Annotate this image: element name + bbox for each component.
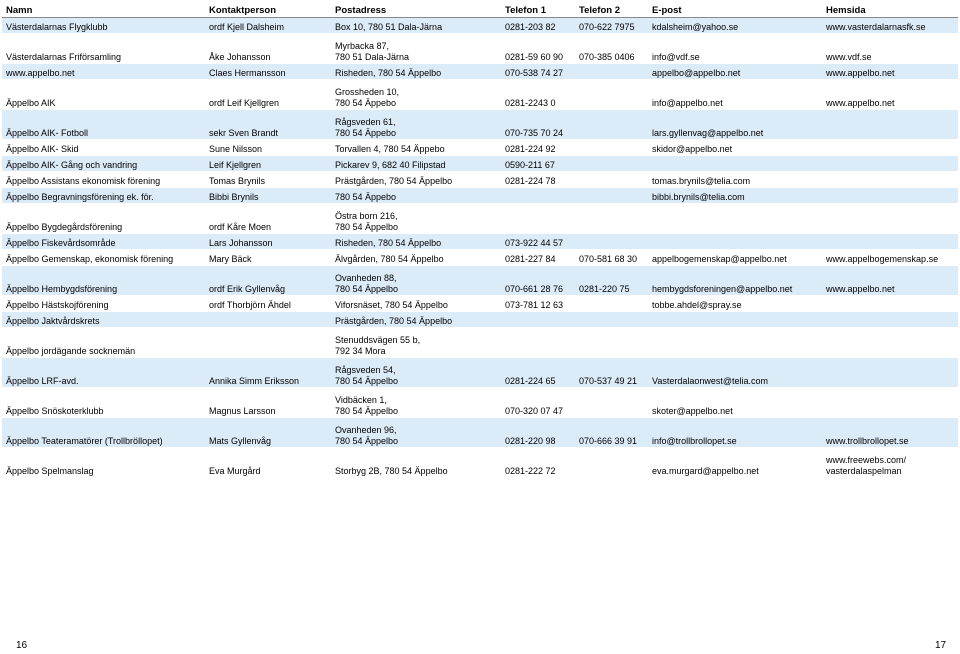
table-row (2, 358, 958, 388)
cell-email (648, 328, 822, 358)
cell-phone1: 070-320 07 47 (501, 388, 575, 418)
cell-website: www.freewebs.com/ vasterdalaspelman (822, 448, 958, 478)
cell-email: info@appelbo.net (648, 80, 822, 110)
table-row (2, 64, 958, 80)
cell-phone1 (501, 204, 575, 234)
cell-address: Pickarev 9, 682 40 Filipstad (331, 156, 501, 172)
table-row (2, 388, 958, 418)
cell-name: Västerdalarnas Friförsamling (2, 34, 205, 64)
cell-address: Risheden, 780 54 Äppelbo (331, 64, 501, 80)
cell-email: skidor@appelbo.net (648, 140, 822, 156)
cell-phone2 (575, 234, 648, 250)
cell-phone2: 070-385 0406 (575, 34, 648, 64)
cell-name: Äppelbo AIK- Gång och vandring (2, 156, 205, 172)
cell-website (822, 156, 958, 172)
cell-address: Prästgården, 780 54 Äppelbo (331, 312, 501, 328)
cell-address: Prästgården, 780 54 Äppelbo (331, 172, 501, 188)
cell-address: Myrbacka 87, 780 51 Dala-Järna (331, 34, 501, 64)
cell-name: Äppelbo AIK (2, 80, 205, 110)
cell-phone2: 070-666 39 91 (575, 418, 648, 448)
cell-phone1: 0281-222 72 (501, 448, 575, 478)
cell-phone1: 0590-211 67 (501, 156, 575, 172)
cell-contact: Mats Gyllenvåg (205, 418, 331, 448)
cell-phone2 (575, 296, 648, 312)
cell-address: Risheden, 780 54 Äppelbo (331, 234, 501, 250)
table-row (2, 34, 958, 64)
cell-phone2: 070-622 7975 (575, 18, 648, 34)
cell-website (822, 234, 958, 250)
header-website: Hemsida (822, 4, 958, 18)
cell-email (648, 234, 822, 250)
table-row (2, 448, 958, 478)
header-name: Namn (2, 4, 205, 18)
cell-contact: Eva Murgård (205, 448, 331, 478)
header-address: Postadress (331, 4, 501, 18)
contacts-table (2, 4, 958, 478)
cell-name: Äppelbo Snöskoterklubb (2, 388, 205, 418)
cell-phone1: 0281-227 84 (501, 250, 575, 266)
cell-email (648, 204, 822, 234)
cell-address: Rågsveden 54, 780 54 Äppelbo (331, 358, 501, 388)
cell-website (822, 172, 958, 188)
cell-email: info@trollbrollopet.se (648, 418, 822, 448)
cell-contact: Magnus Larsson (205, 388, 331, 418)
cell-website (822, 388, 958, 418)
cell-name: Västerdalarnas Flygklubb (2, 18, 205, 34)
cell-website (822, 296, 958, 312)
cell-website (822, 358, 958, 388)
cell-address: Viforsnäset, 780 54 Äppelbo (331, 296, 501, 312)
cell-email (648, 156, 822, 172)
cell-contact: sekr Sven Brandt (205, 110, 331, 140)
cell-address: Rågsveden 61, 780 54 Äppebo (331, 110, 501, 140)
cell-name: Äppelbo Spelmanslag (2, 448, 205, 478)
header-contact: Kontaktperson (205, 4, 331, 18)
table-body (2, 18, 958, 478)
cell-phone1 (501, 312, 575, 328)
table-row (2, 188, 958, 204)
cell-phone2 (575, 448, 648, 478)
cell-address: Storbyg 2B, 780 54 Äppelbo (331, 448, 501, 478)
cell-email: appelbogemenskap@appelbo.net (648, 250, 822, 266)
cell-phone2 (575, 204, 648, 234)
table-row (2, 18, 958, 34)
cell-phone2 (575, 140, 648, 156)
table-row (2, 172, 958, 188)
header-phone2: Telefon 2 (575, 4, 648, 18)
cell-website: www.appelbo.net (822, 266, 958, 296)
cell-name: Äppelbo Hästskojförening (2, 296, 205, 312)
cell-name: Äppelbo Fiskevårdsområde (2, 234, 205, 250)
cell-address: 780 54 Äppebo (331, 188, 501, 204)
cell-contact: Tomas Brynils (205, 172, 331, 188)
cell-name: Äppelbo Gemenskap, ekonomisk förening (2, 250, 205, 266)
header-email: E-post (648, 4, 822, 18)
cell-phone2 (575, 388, 648, 418)
cell-phone1: 070-538 74 27 (501, 64, 575, 80)
cell-website (822, 312, 958, 328)
cell-contact: ordf Thorbjörn Ähdel (205, 296, 331, 312)
cell-phone1: 070-735 70 24 (501, 110, 575, 140)
cell-phone1: 073-922 44 57 (501, 234, 575, 250)
table-row (2, 312, 958, 328)
cell-email: hembygdsforeningen@appelbo.net (648, 266, 822, 296)
cell-phone2: 0281-220 75 (575, 266, 648, 296)
table-row (2, 140, 958, 156)
cell-website: www.vasterdalarnasfk.se (822, 18, 958, 34)
cell-contact (205, 312, 331, 328)
cell-phone1: 0281-59 60 90 (501, 34, 575, 64)
cell-name: Äppelbo jordägande socknemän (2, 328, 205, 358)
cell-website (822, 188, 958, 204)
cell-phone1: 0281-2243 0 (501, 80, 575, 110)
cell-website: www.vdf.se (822, 34, 958, 64)
table-row (2, 250, 958, 266)
table-row (2, 204, 958, 234)
cell-phone1: 0281-224 92 (501, 140, 575, 156)
table-row (2, 110, 958, 140)
cell-address: Torvallen 4, 780 54 Äppebo (331, 140, 501, 156)
cell-contact: ordf Erik Gyllenvåg (205, 266, 331, 296)
cell-email: eva.murgard@appelbo.net (648, 448, 822, 478)
cell-contact: Lars Johansson (205, 234, 331, 250)
cell-website (822, 110, 958, 140)
cell-contact: Sune Nilsson (205, 140, 331, 156)
cell-email: appelbo@appelbo.net (648, 64, 822, 80)
header-phone1: Telefon 1 (501, 4, 575, 18)
cell-address: Grossheden 10, 780 54 Äppebo (331, 80, 501, 110)
cell-name: Äppelbo AIK- Fotboll (2, 110, 205, 140)
cell-contact: Bibbi Brynils (205, 188, 331, 204)
table-row (2, 328, 958, 358)
cell-phone2: 070-581 68 30 (575, 250, 648, 266)
cell-email: kdalsheim@yahoo.se (648, 18, 822, 34)
cell-phone2 (575, 156, 648, 172)
cell-name: Äppelbo LRF-avd. (2, 358, 205, 388)
cell-email: skoter@appelbo.net (648, 388, 822, 418)
table-row (2, 80, 958, 110)
cell-address: Stenuddsvägen 55 b, 792 34 Mora (331, 328, 501, 358)
cell-website: www.appelbo.net (822, 64, 958, 80)
cell-address: Vidbäcken 1, 780 54 Äppelbo (331, 388, 501, 418)
cell-contact: ordf Kjell Dalsheim (205, 18, 331, 34)
cell-phone2 (575, 188, 648, 204)
cell-name: www.appelbo.net (2, 64, 205, 80)
cell-website (822, 328, 958, 358)
cell-name: Äppelbo AIK- Skid (2, 140, 205, 156)
cell-address: Ovanheden 96, 780 54 Äppelbo (331, 418, 501, 448)
cell-name: Äppelbo Begravningsförening ek. för. (2, 188, 205, 204)
cell-phone1: 0281-203 82 (501, 18, 575, 34)
table-row (2, 296, 958, 312)
cell-phone1: 0281-224 78 (501, 172, 575, 188)
cell-website: www.appelbo.net (822, 80, 958, 110)
cell-name: Äppelbo Hembygdsförening (2, 266, 205, 296)
cell-phone2 (575, 172, 648, 188)
table-row (2, 266, 958, 296)
cell-contact: Annika Simm Eriksson (205, 358, 331, 388)
page-number-right: 17 (935, 640, 947, 651)
cell-name: Äppelbo Teateramatörer (Trollbröllopet) (2, 418, 205, 448)
cell-email: info@vdf.se (648, 34, 822, 64)
cell-website: www.appelbogemenskap.se (822, 250, 958, 266)
cell-website: www.trollbrollopet.se (822, 418, 958, 448)
cell-email (648, 312, 822, 328)
cell-phone2 (575, 110, 648, 140)
page-number-left: 16 (16, 640, 28, 651)
cell-email: bibbi.brynils@telia.com (648, 188, 822, 204)
cell-contact: Åke Johansson (205, 34, 331, 64)
cell-phone1 (501, 188, 575, 204)
cell-email: Vasterdalaonwest@telia.com (648, 358, 822, 388)
cell-contact: Mary Bäck (205, 250, 331, 266)
cell-email: lars.gyllenvag@appelbo.net (648, 110, 822, 140)
cell-address: Box 10, 780 51 Dala-Järna (331, 18, 501, 34)
cell-contact: ordf Leif Kjellgren (205, 80, 331, 110)
cell-phone2: 070-537 49 21 (575, 358, 648, 388)
cell-phone1: 073-781 12 63 (501, 296, 575, 312)
cell-phone2 (575, 328, 648, 358)
cell-name: Äppelbo Jaktvårdskrets (2, 312, 205, 328)
cell-contact: ordf Kåre Moen (205, 204, 331, 234)
cell-address: Ovanheden 88, 780 54 Äppelbo (331, 266, 501, 296)
cell-address: Östra born 216, 780 54 Äppelbo (331, 204, 501, 234)
cell-name: Äppelbo Assistans ekonomisk förening (2, 172, 205, 188)
cell-email: tobbe.ahdel@spray.se (648, 296, 822, 312)
cell-phone2 (575, 64, 648, 80)
cell-website (822, 140, 958, 156)
cell-address: Älvgården, 780 54 Äppelbo (331, 250, 501, 266)
table-row (2, 418, 958, 448)
cell-phone1: 0281-224 65 (501, 358, 575, 388)
cell-contact: Claes Hermansson (205, 64, 331, 80)
cell-phone2 (575, 80, 648, 110)
cell-contact (205, 328, 331, 358)
header-row (2, 4, 958, 18)
cell-phone1: 0281-220 98 (501, 418, 575, 448)
cell-phone1 (501, 328, 575, 358)
cell-website (822, 204, 958, 234)
cell-name: Äppelbo Bygdegårdsförening (2, 204, 205, 234)
table-row (2, 156, 958, 172)
cell-phone2 (575, 312, 648, 328)
cell-phone1: 070-661 28 76 (501, 266, 575, 296)
cell-contact: Leif Kjellgren (205, 156, 331, 172)
table-row (2, 234, 958, 250)
cell-email: tomas.brynils@telia.com (648, 172, 822, 188)
